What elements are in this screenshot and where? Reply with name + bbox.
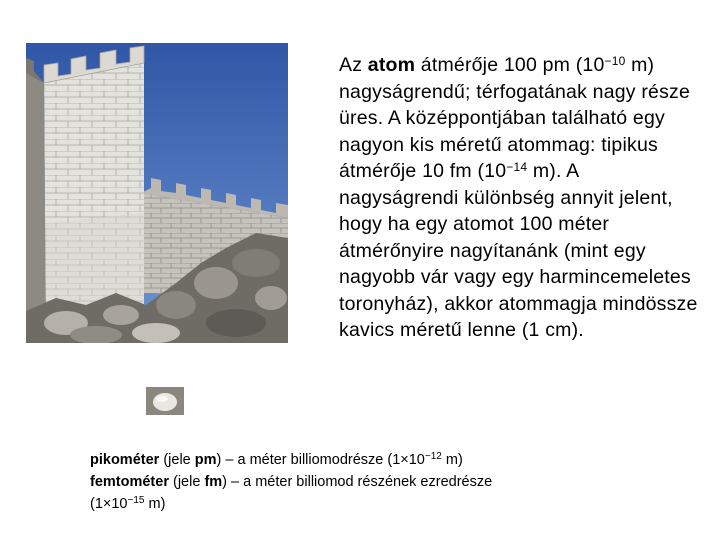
pebble-photo [146,387,184,415]
text-segment: m) nagyságrendű; térfogatának nagy része üres. A középpontjában található egy nagyon kis méretű atommag: tipikus átmérője 10 fm (10 [339,54,691,182]
text-segment: átmérője 100 pm (10 [415,54,605,76]
castle-tower-photo [26,43,288,343]
text-segment: ) – a méter billiomod részének ezredrésze [222,474,493,490]
femtometer-value [90,493,690,515]
text-segment: ) – a méter billiomodrésze (1×10 [216,452,425,468]
exponent: −12 [424,451,442,462]
atom-description [339,52,699,344]
femtometer-definition [90,471,690,493]
picometer-definition [90,449,690,471]
femtometer-term: femtométer [90,474,169,490]
text-segment: (1×10 [90,496,128,512]
text-segment: (jele [159,452,195,468]
unit-symbol: fm [204,474,223,490]
unit-definitions [90,449,690,515]
unit-symbol: pm [194,452,217,468]
text-segment: Az [339,54,368,76]
text-segment: m). A nagyságrendi különbség annyit jelent, hogy ha egy atomot 100 méter átmérőnyire nagyítanánk (mint egy nagyobb vár vagy egy harmincemeletes toronyház), akkor atommagja mindössze kavics méretű lenne (1 cm). [339,160,698,341]
exponent: −14 [506,160,528,174]
atom-term: atom [367,54,416,76]
text-segment: m) [144,496,166,512]
exponent: −15 [127,495,145,506]
text-segment: (jele [168,474,205,490]
exponent: −10 [604,54,626,68]
picometer-term: pikométer [90,452,160,468]
text-segment: m) [441,452,463,468]
